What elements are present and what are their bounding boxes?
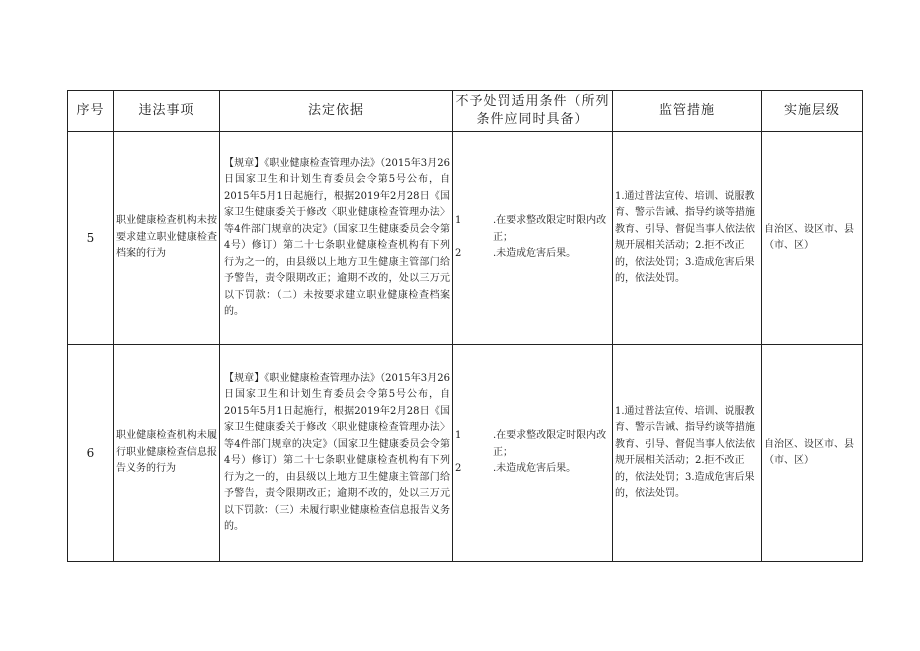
header-row xyxy=(68,91,863,132)
exemption-conditions xyxy=(453,132,613,345)
condition-text: .在要求整改限定时限内改正； xyxy=(493,430,607,458)
table-row xyxy=(68,345,863,562)
condition-text: .未造成危害后果。 xyxy=(493,463,577,475)
header-item: 违法事项 xyxy=(114,91,220,132)
header-no: 序号 xyxy=(68,91,114,132)
header-basis: 法定依据 xyxy=(220,91,453,132)
header-condition: 不予处罚适用条件（所列条件应同时具备） xyxy=(453,91,613,132)
condition-number: 1 xyxy=(455,215,462,227)
condition-text: .未造成危害后果。 xyxy=(493,248,577,260)
exemption-conditions xyxy=(453,345,613,562)
condition-number: 2 xyxy=(455,248,462,260)
table-row xyxy=(68,132,863,345)
legal-basis: 【规章】《职业健康检查管理办法》（2015年3月26日国家卫生和计划生育委员会令第5号公布，自2015年5月1日起施行，根据2019年2月28日《国家卫生健康委关于修改〈职业健康检查管理办法〉等4件部门规章的决定》（国家卫生健康委员会令第4号）修订）第二十七条职业健康检查机构有下列行为之一的，由县级以上地方卫生健康主管部门给予警告，责令限期改正；逾期不改的，处以三万元以下罚款：（三）未履行职业健康检查信息报告义务的。 xyxy=(220,345,453,562)
condition-2 xyxy=(455,461,610,478)
implementation-level: 自治区、设区市、县（市、区） xyxy=(762,132,863,345)
header-level: 实施层级 xyxy=(762,91,863,132)
header-measures: 监管措施 xyxy=(613,91,762,132)
condition-number: 1 xyxy=(455,430,462,442)
condition-number: 2 xyxy=(455,463,462,475)
regulation-table xyxy=(67,90,863,562)
condition-2 xyxy=(455,246,610,263)
supervision-measures: 1.通过普法宣传、培训、说服教育、警示告诫、指导约谈等措施教育、引导、督促当事人依法依规开展相关活动；2.拒不改正的，依法处罚；3.造成危害后果的，依法处罚。 xyxy=(613,132,762,345)
violation-item: 职业健康检查机构未按要求建立职业健康检查档案的行为 xyxy=(114,132,220,345)
implementation-level: 自治区、设区市、县（市、区） xyxy=(762,345,863,562)
violation-item: 职业健康检查机构未履行职业健康检查信息报告义务的行为 xyxy=(114,345,220,562)
condition-text: .在要求整改限定时限内改正； xyxy=(493,215,607,243)
legal-basis: 【规章】《职业健康检查管理办法》（2015年3月26日国家卫生和计划生育委员会令第5号公布，自2015年5月1日起施行，根据2019年2月28日《国家卫生健康委关于修改〈职业健康检查管理办法〉等4件部门规章的决定》（国家卫生健康委员会令第4号）修订）第二十七条职业健康检查机构有下列行为之一的，由县级以上地方卫生健康主管部门给予警告，责令限期改正；逾期不改的，处以三万元以下罚款：（二）未按要求建立职业健康检查档案的。 xyxy=(220,132,453,345)
row-number: 5 xyxy=(68,132,114,345)
row-number: 6 xyxy=(68,345,114,562)
supervision-measures: 1.通过普法宣传、培训、说服教育、警示告诫、指导约谈等措施教育、引导、督促当事人依法依规开展相关活动；2.拒不改正的，依法处罚；3.造成危害后果的，依法处罚。 xyxy=(613,345,762,562)
condition-1 xyxy=(455,213,610,246)
condition-1 xyxy=(455,428,610,461)
